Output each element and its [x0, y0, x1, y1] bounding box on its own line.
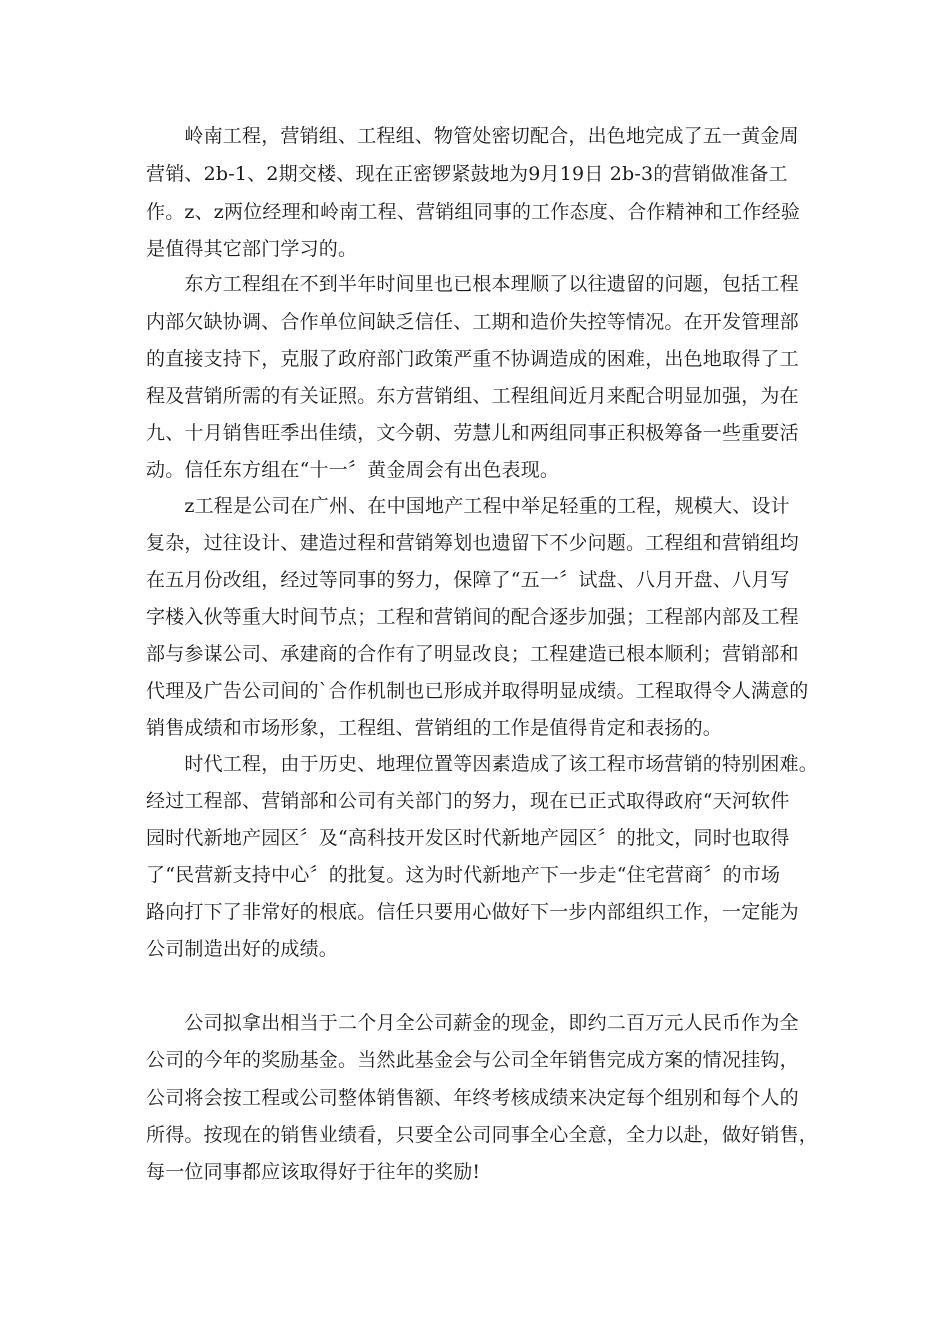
paragraph-2-line-1: 东方工程组在不到半年时间里也已根本理顺了以往遗留的问题，包括工程 — [146, 273, 799, 295]
paragraph-4-line-1: 时代工程，由于历史、地理位置等因素造成了该工程市场营销的特别困难。 — [146, 753, 819, 775]
paragraph-4-line-5: 路向打下了非常好的根底。信任只要用心做好下一步内部组织工作，一定能为 — [146, 901, 799, 923]
paragraph-4-line-4: 了“民营新支持中心〞的批复。这为时代新地产下一步走“住宅营商〞的市场 — [146, 864, 781, 886]
paragraph-3-line-3: 在五月份改组，经过等同事的努力，保障了“五一〞试盘、八月开盘、八月写 — [146, 569, 790, 591]
paragraph-5-line-1: 公司拟拿出相当于二个月全公司薪金的现金，即约二百万元人民币作为全 — [146, 1012, 799, 1034]
paragraph-3-line-5: 部与参谋公司、承建商的合作有了明显改良；工程建造已根本顺利；营销部和 — [146, 643, 799, 665]
paragraph-4-line-6: 公司制造出好的成绩。 — [146, 938, 339, 960]
paragraph-1-line-3: 作。z、z两位经理和岭南工程、营销组同事的工作态度、合作精神和工作经验 — [146, 201, 801, 223]
paragraph-5-line-4: 所得。按现在的销售业绩看，只要全公司同事全心全意，全力以赴，做好销售， — [146, 1124, 819, 1146]
paragraph-3-line-7: 销售成绩和市场形象，工程组、营销组的工作是值得肯定和表扬的。 — [146, 717, 723, 739]
paragraph-2-line-5: 九、十月销售旺季出佳绩，文今朝、劳慧儿和两组同事正积极筹备一些重要活 — [146, 422, 799, 444]
paragraph-5-line-5: 每一位同事都应该取得好于往年的奖励! — [146, 1161, 481, 1183]
paragraph-2-line-2: 内部欠缺协调、合作单位间缺乏信任、工期和造价失控等情况。在开发管理部 — [146, 311, 799, 333]
paragraph-3-line-2: 复杂，过往设计、建造过程和营销筹划也遗留下不少问题。工程组和营销组均 — [146, 532, 799, 554]
paragraph-2-line-3: 的直接支持下，克服了政府部门政策严重不协调造成的困难，出色地取得了工 — [146, 348, 799, 370]
paragraph-3-line-6: 代理及广告公司间的`合作机制也已形成并取得明显成绩。工程取得令人满意的 — [146, 680, 809, 702]
paragraph-5-line-2: 公司的今年的奖励基金。当然此基金会与公司全年销售完成方案的情况挂钩， — [146, 1049, 799, 1071]
paragraph-1-line-1: 岭南工程，营销组、工程组、物管处密切配合，出色地完成了五一黄金周 — [146, 125, 799, 147]
paragraph-3-line-4: 字楼入伙等重大时间节点；工程和营销间的配合逐步加强；工程部内部及工程 — [146, 606, 799, 628]
paragraph-2-line-4: 程及营销所需的有关证照。东方营销组、工程组间近月来配合明显加强，为在 — [146, 385, 799, 407]
paragraph-1-line-2: 营销、2b-1、2期交楼、现在正密锣紧鼓地为9月19日 2b-3的营销做准备工 — [146, 163, 788, 185]
paragraph-3-line-1: z工程是公司在广州、在中国地产工程中举足轻重的工程，规模大、设计 — [146, 495, 790, 517]
paragraph-2-line-6: 动。信任东方组在“十一〞黄金周会有出色表现。 — [146, 459, 560, 481]
paragraph-5-line-3: 公司将会按工程或公司整体销售额、年终考核成绩来决定每个组别和每个人的 — [146, 1087, 799, 1109]
paragraph-4-line-2: 经过工程部、营销部和公司有关部门的努力，现在已正式取得政府“天河软件 — [146, 790, 790, 812]
paragraph-1-line-4: 是值得其它部门学习的。 — [146, 238, 358, 260]
paragraph-4-line-3: 园时代新地产园区〞及“高科技开发区时代新地产园区〞的批文，同时也取得 — [146, 827, 790, 849]
